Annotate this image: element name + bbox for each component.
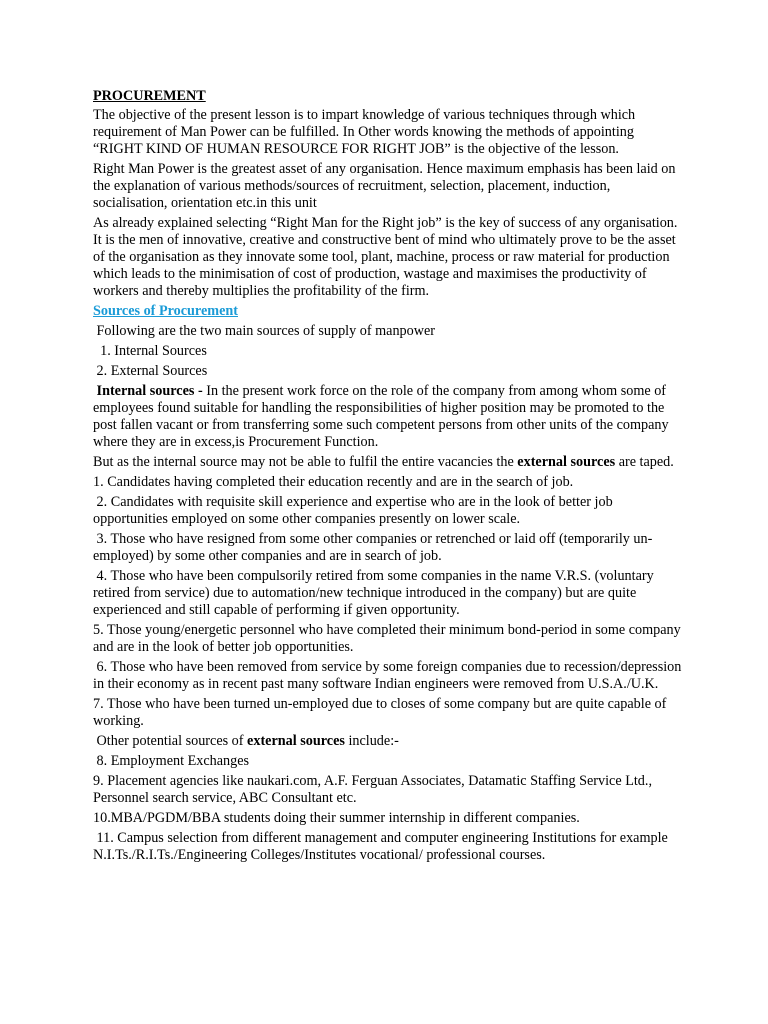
internal-sources-text: In the present work force on the role of the company from among whom some of employees found suitable for handling the responsibilities of higher position may be promoted to the post fallen vacant or from transferring some such competent persons from other units of the company where they are in excess,is Procurement Function. [93, 383, 673, 450]
page-title: PROCUREMENT [93, 88, 206, 104]
other-source-item: 9. Placement agencies like naukari.com, A.F. Ferguan Associates, Datamatic Staffing Service Ltd., Personnel search service, ABC Consultant etc. [93, 773, 656, 806]
sources-heading: Sources of Procurement [93, 303, 238, 319]
source-list-item: 2. External Sources [93, 363, 208, 379]
intro-paragraph: As already explained selecting “Right Man for the Right job” is the key of success of any organisation. It is the men of innovative, creative and constructive bent of mind who ultimately prove to be the asset of the organisation as they innovate some tool, plant, machine, process or raw material for production which leads to the minimisation of cost of production, wastage and maximises the productivity of workers and thereby multiplies the profitability of the firm. [93, 215, 678, 299]
external-sources-bold: external sources [517, 454, 616, 470]
source-list-item: 1. Internal Sources [93, 343, 207, 359]
other-external-sources-bold: external sources [247, 733, 345, 749]
external-source-item: 4. Those who have been compulsorily retired from some companies in the name V.R.S. (voluntary retired from service) due to automation/new technique introduced in the company) but are quite experienced and still capable of performing if given opportunity. [93, 568, 658, 618]
other-source-item: 8. Employment Exchanges [93, 753, 250, 769]
external-source-item: 6. Those who have been removed from service by some foreign companies due to recession/depression in their economy as in recent past many software Indian engineers were removed from U.S.A./U.K. [93, 659, 689, 692]
external-source-item: 7. Those who have been turned un-employed due to closes of some company but are quite capable of working. [93, 696, 670, 729]
intro-paragraph: Right Man Power is the greatest asset of any organisation. Hence maximum emphasis has been laid on the explanation of various methods/sources of recruitment, selection, placement, induction, socialisation, orientation etc.in this unit [93, 161, 676, 211]
other-sources-intro [93, 733, 683, 750]
document-page [93, 88, 689, 867]
external-source-item: 2. Candidates with requisite skill experience and expertise who are in the look of better job opportunities employed on some other companies presently on lower scale. [93, 494, 617, 527]
other-source-item: 11. Campus selection from different management and computer engineering Institutions for example N.I.Ts./R.I.Ts./Engineering Colleges/Institutes vocational/ professional courses. [93, 830, 672, 863]
external-intro-text: But as the internal source may not be able to fulfil the entire vacancies the [93, 454, 518, 470]
external-intro-text-end: are taped. [615, 454, 674, 470]
external-source-item: 3. Those who have resigned from some other companies or retrenched or laid off (temporarily un-employed) by some other companies and are in search of job. [93, 531, 653, 564]
external-source-item: 1. Candidates having completed their education recently and are in the search of job. [93, 474, 574, 490]
sources-intro: Following are the two main sources of supply of manpower [93, 323, 436, 339]
intro-paragraph: The objective of the present lesson is to impart knowledge of various techniques through which requirement of Man Power can be fulfilled. In Other words knowing the methods of appointing “RIGHT KIND OF HUMAN RESOURCE FOR RIGHT JOB” is the objective of the lesson. [93, 107, 636, 157]
internal-sources-paragraph [93, 383, 683, 451]
other-intro-text-end: include:- [344, 733, 399, 749]
external-sources-intro [93, 454, 683, 471]
other-intro-text: Other potential sources of [93, 733, 248, 749]
other-source-item: 10.MBA/PGDM/BBA students doing their summer internship in different companies. [93, 810, 580, 826]
internal-sources-label: Internal sources - [93, 383, 203, 399]
external-source-item: 5. Those young/energetic personnel who have completed their minimum bond-period in some company and are in the look of better job opportunities. [93, 622, 685, 655]
